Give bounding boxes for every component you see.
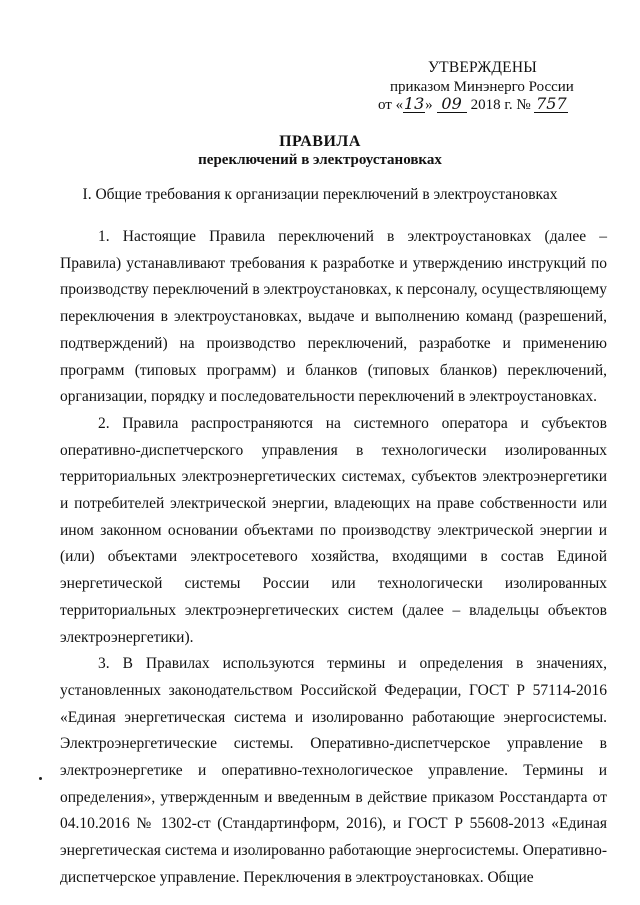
handwritten-order-number: 757 [536,94,567,113]
date-mid: » [425,97,433,113]
paragraph-2: 2. Правила распространяются на системного оператора и субъектов оперативно-диспетчерского управления в технологически изолированных территориальных электроэнергетических системах, субъектов электроэнергетики и потребителей электрической энергии, владеющих на праве собственности или ином законном основании объектами по производству электрической энергии и (или) объектами электросетевого хозяйства, входящими в состав Единой энергетической системы России или технологически изолированных территориальных электроэнергетических систем (далее – владельцы объектов электроэнергетики). [60,414,607,646]
margin-dot [39,777,42,780]
approval-title: УТВЕРЖДЕНЫ [428,59,537,76]
section-heading: I. Общие требования к организации переключений в электроустановках [82,186,558,203]
paragraph-1: 1. Настоящие Правила переключений в электроустановках (далее – Правила) устанавливают требования к разработке и утверждению инструкций по производству переключений в электроустановках, к персоналу, осуществляющему переключения в электроустановках, выдаче и выполнению команд (разрешений, подтверждений) на производство переключений, разработке и применению программ (типовых программ) и бланков (типовых бланков) переключений, организации, порядку и последовательности переключений в электроустановках. [60,228,607,406]
handwritten-month: 09 [437,96,467,113]
document-title: ПРАВИЛА [279,133,361,150]
year-text: 2018 г. № [470,97,531,113]
paragraph-3: 3. В Правилах используются термины и определения в значениях, установленных законодательством Российской Федерации, ГОСТ Р 57114-2016 «Единая энергетическая система и изолированно работающие энергосистемы. Электроэнергетические системы. Оперативно-диспетчерское управление в электроэнергетике и оперативно-технологическое управление. Термины и определения», утвержденным и введенным в действие приказом Росстандарта от 04.10.2016 № 1302-ст (Стандартинформ, 2016), и ГОСТ Р 55608-2013 «Единая энергетическая система и изолированно работающие энергосистемы. Оперативно-диспетчерское управление. Переключения в электроустановках. Общие [60,655,607,886]
document-body [60,224,607,892]
approval-date-line [378,96,568,115]
handwritten-day: 13 [403,94,425,113]
document-subtitle: переключений в электроустановках [198,152,442,168]
approval-order: приказом Минэнерго России [390,79,574,95]
date-prefix: от « [378,97,404,113]
